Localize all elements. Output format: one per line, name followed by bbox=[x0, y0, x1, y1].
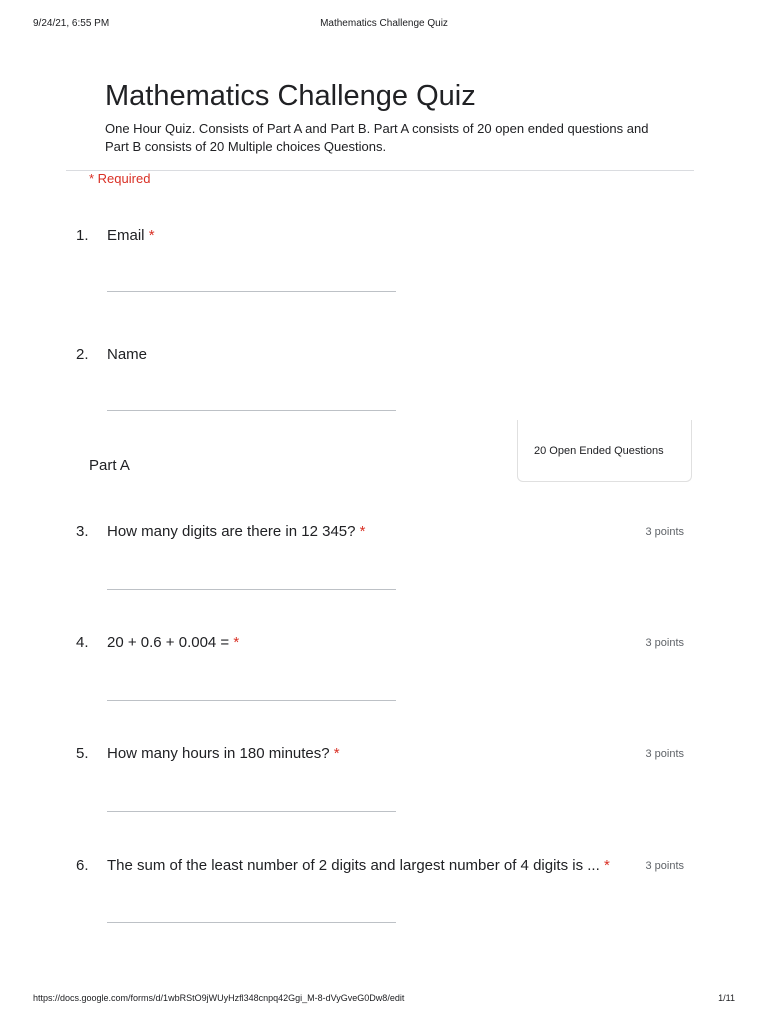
section-title: Part A bbox=[89, 457, 130, 474]
question-number: 4. bbox=[76, 634, 89, 651]
form-title: Mathematics Challenge Quiz bbox=[105, 80, 476, 112]
form-description: One Hour Quiz. Consists of Part A and Part B. Part A consists of 20 open ended questions and Part B consists of 20 Multiple choices Questions. bbox=[105, 121, 649, 154]
question-number: 2. bbox=[76, 346, 89, 363]
required-asterisk: * bbox=[233, 634, 240, 651]
question-number: 5. bbox=[76, 745, 89, 762]
question-points: 3 points bbox=[645, 860, 684, 872]
question-title: Name bbox=[107, 346, 148, 363]
print-footer-page: 1/11 bbox=[718, 993, 735, 1003]
required-asterisk: * bbox=[603, 857, 610, 874]
header-divider bbox=[66, 170, 694, 171]
question-title: The sum of the least number of 2 digits and largest number of 4 digits is ... * bbox=[107, 857, 610, 874]
question-points: 3 points bbox=[645, 748, 684, 760]
required-asterisk: * bbox=[148, 227, 155, 244]
required-note: * Required bbox=[89, 171, 151, 186]
email-answer-field[interactable] bbox=[107, 291, 396, 292]
print-header-datetime: 9/24/21, 6:55 PM bbox=[33, 18, 110, 29]
question-6-answer-field[interactable] bbox=[107, 922, 396, 923]
question-number: 6. bbox=[76, 857, 89, 874]
required-asterisk: * bbox=[359, 523, 366, 540]
question-4-answer-field[interactable] bbox=[107, 700, 396, 701]
name-answer-field[interactable] bbox=[107, 410, 396, 411]
question-title: How many hours in 180 minutes? * bbox=[107, 745, 340, 762]
question-5-answer-field[interactable] bbox=[107, 811, 396, 812]
question-points: 3 points bbox=[645, 526, 684, 538]
section-description: 20 Open Ended Questions bbox=[534, 445, 664, 457]
question-3-answer-field[interactable] bbox=[107, 589, 396, 590]
question-number: 3. bbox=[76, 523, 89, 540]
question-number: 1. bbox=[76, 227, 89, 244]
question-title: Email * bbox=[107, 227, 155, 244]
section-description-card bbox=[517, 420, 692, 482]
print-footer-url[interactable]: https://docs.google.com/forms/d/1wbRStO9jWUyHzfl348cnpq42Ggi_M-8-dVyGveG0Dw8/edit bbox=[33, 993, 405, 1003]
question-points: 3 points bbox=[645, 637, 684, 649]
question-title: How many digits are there in 12 345? * bbox=[107, 523, 366, 540]
question-title: 20 + 0.6 + 0.004 = * bbox=[107, 634, 240, 651]
print-header-title: Mathematics Challenge Quiz bbox=[320, 18, 448, 29]
required-asterisk: * bbox=[333, 745, 340, 762]
